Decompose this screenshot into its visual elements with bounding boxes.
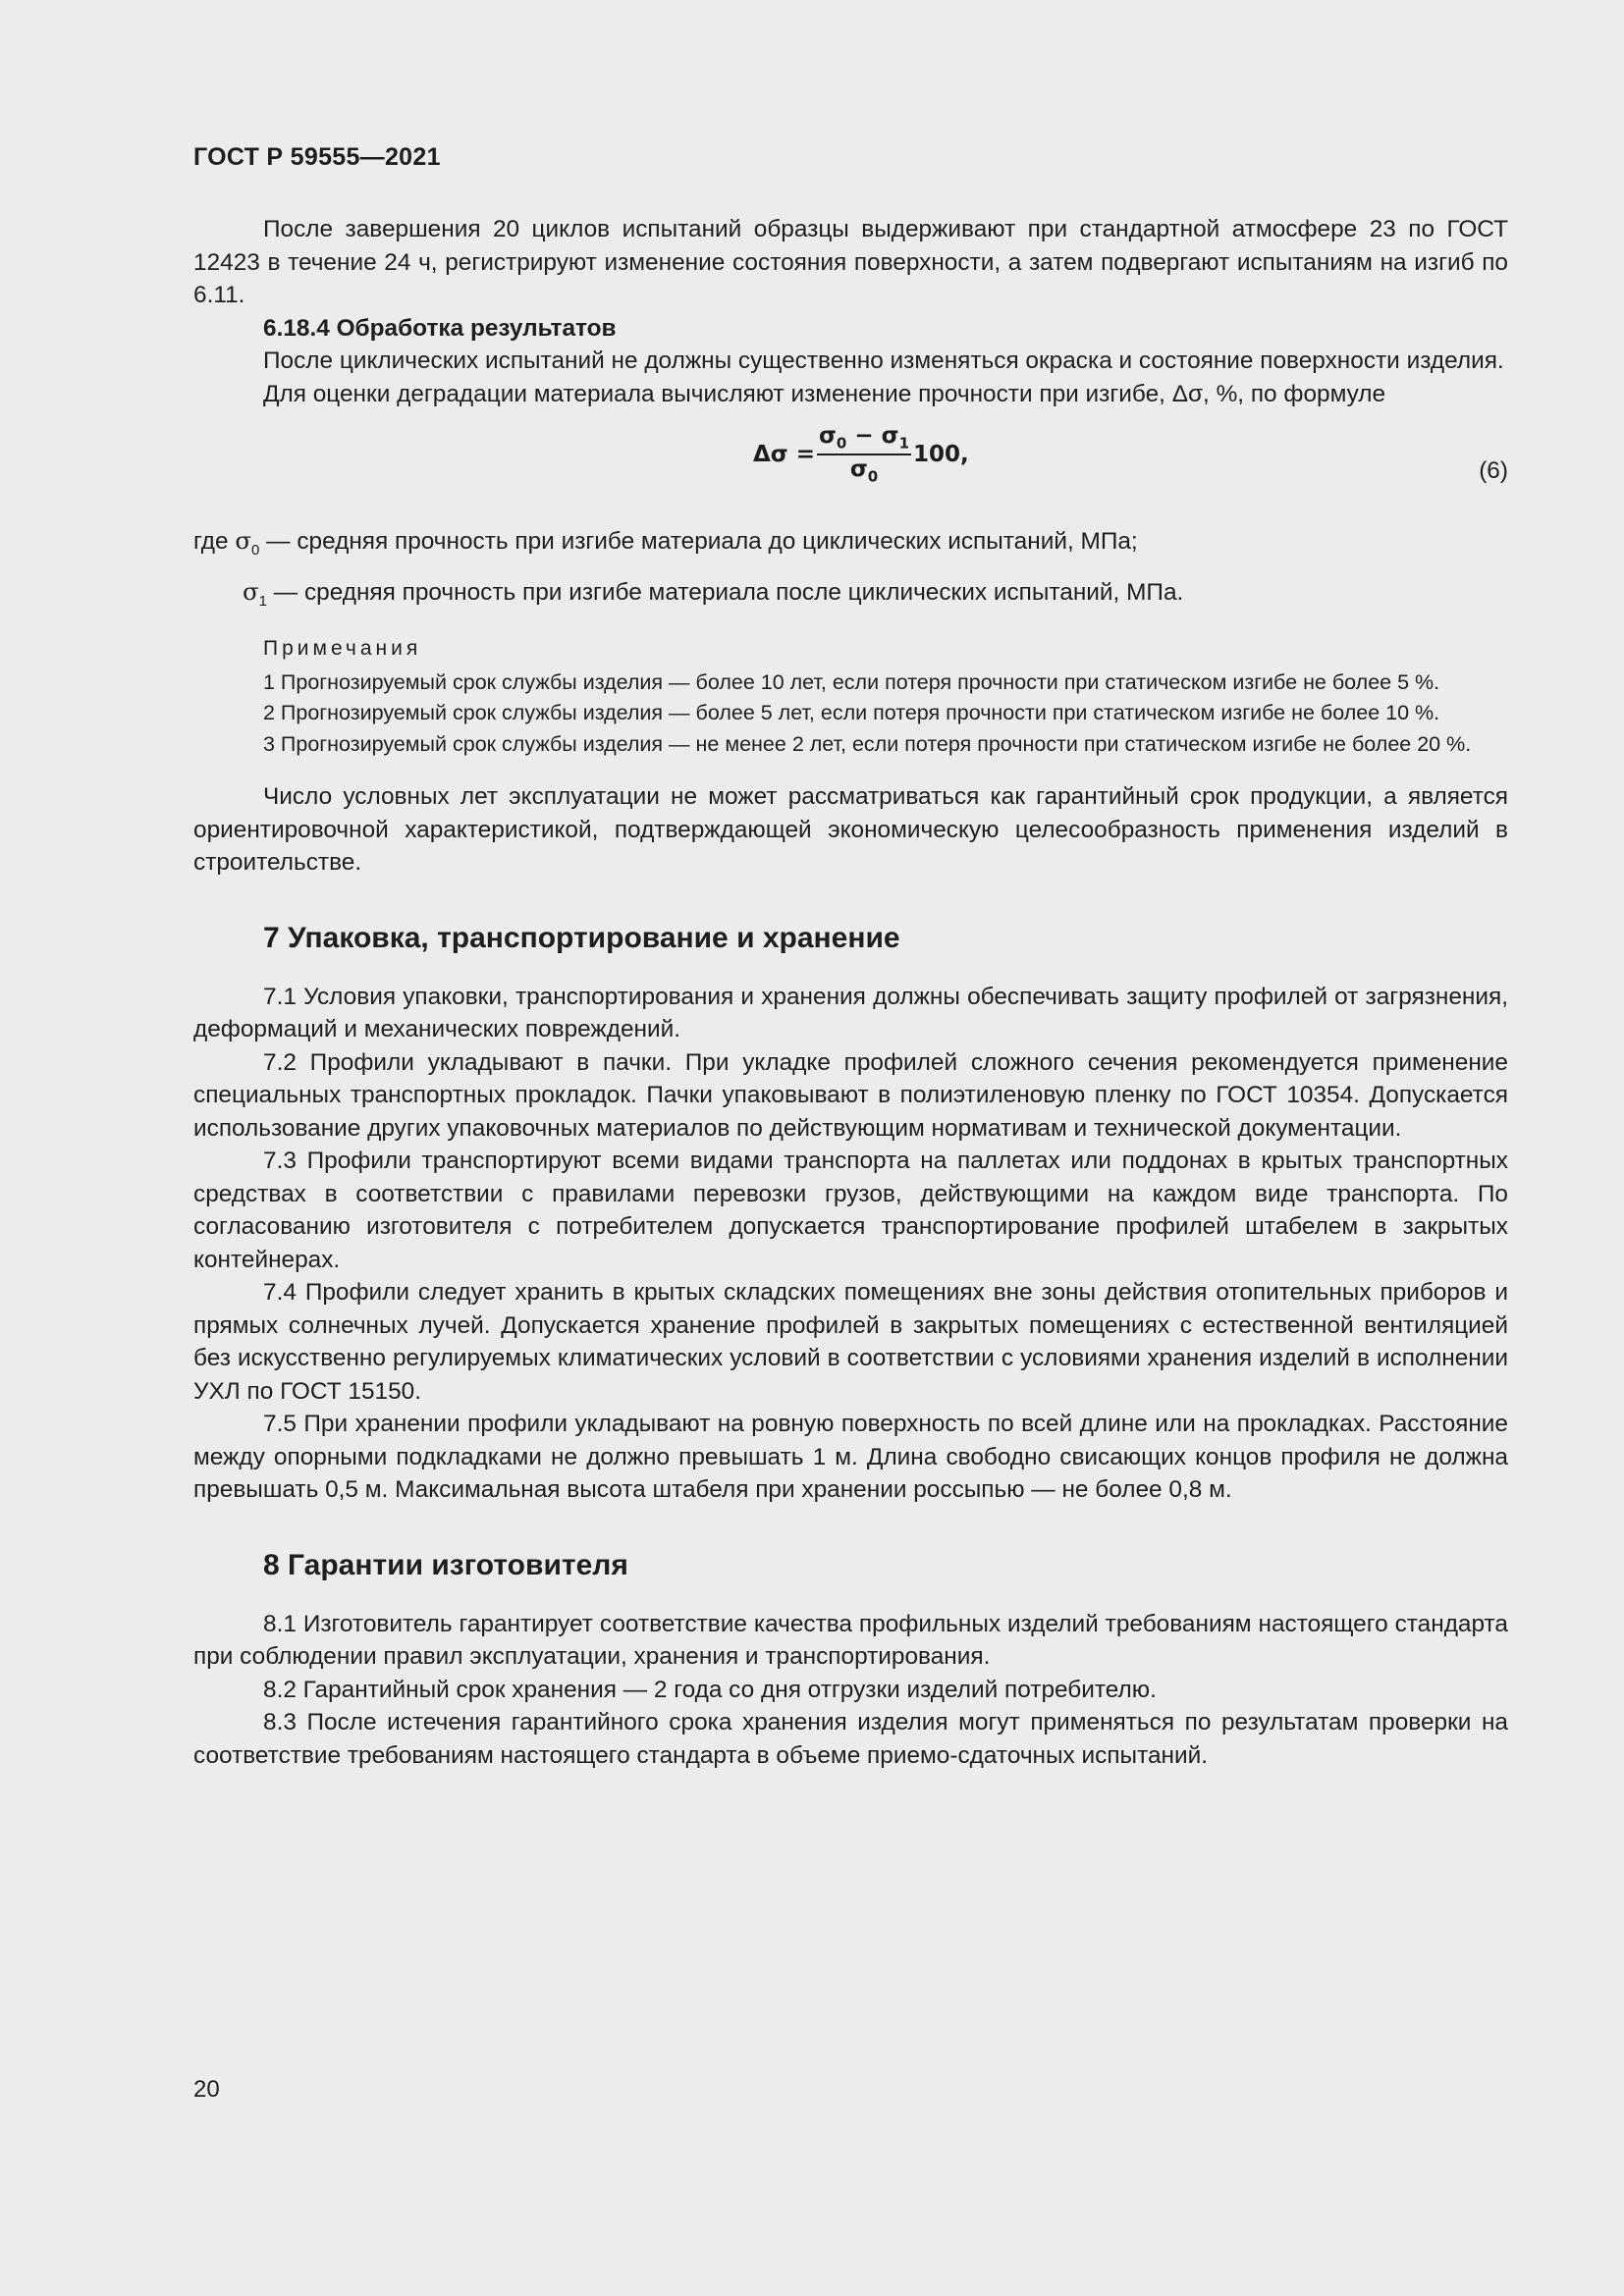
- where-line-1: [193, 524, 1508, 566]
- document-header: ГОСТ Р 59555—2021: [193, 143, 441, 171]
- formula-sub1: 1: [898, 435, 910, 453]
- formula-tail: 100,: [913, 442, 969, 467]
- note-item: 3 Прогнозируемый срок службы изделия — не менее 2 лет, если потеря прочности при статическом изгибе не более 20 %.: [263, 731, 1472, 756]
- formula-minus: −: [846, 423, 882, 450]
- where-text-2: — средняя прочность при изгибе материала после циклических испытаний, МПа.: [267, 579, 1184, 607]
- paragraph-7-3: 7.3 Профили транспортируют всеми видами транспорта на паллетах или поддонах в крытых транспортных средствах в соответствии с правилами перевозки грузов, действующими на каждом виде транспорта. По согласованию изготовителя с потребителем допускается транспортирование профилей штабелем в закрытых контейнерах.: [193, 1148, 1508, 1273]
- paragraph-8-1: 8.1 Изготовитель гарантирует соответствие качества профильных изделий требованиям настоящего стандарта при соблюдении правил эксплуатации, хранения и транспортирования.: [193, 1610, 1508, 1671]
- where-line-2: [193, 575, 1508, 617]
- paragraph-8-2: 8.2 Гарантийный срок хранения — 2 года со дня отгрузки изделий потребителю.: [263, 1676, 1157, 1703]
- where-text-1: — средняя прочность при изгибе материала до циклических испытаний, МПа;: [259, 528, 1138, 555]
- document-page: [193, 145, 1508, 1772]
- paragraph-7-4: 7.4 Профили следует хранить в крытых складских помещениях вне зоны действия отопительных приборов и прямых солнечных лучей. Допускается хранение профилей в закрытых помещениях с естественной вентиляцией без искусственно регулируемых климатических условий в соответствии с условиями хранения изделий в исполнении УХЛ по ГОСТ 15150.: [193, 1279, 1508, 1405]
- formula-numerator: [817, 423, 911, 455]
- formula-fraction: [817, 423, 911, 485]
- formula-sigma0: σ: [819, 423, 837, 450]
- paragraph-8-3: 8.3 После истечения гарантийного срока хранения изделия могут применяться по результатам проверки на соответствие требованиям настоящего стандарта в объеме приемо-сдаточных испытаний.: [193, 1709, 1508, 1769]
- formula-6: [753, 416, 969, 493]
- section-7-title: 7 Упаковка, транспортирование и хранение: [263, 921, 900, 954]
- note-item: 2 Прогнозируемый срок службы изделия — более 5 лет, если потеря прочности при статическом изгибе не более 10 %.: [263, 701, 1440, 725]
- note-item: 1 Прогнозируемый срок службы изделия — более 10 лет, если потеря прочности при статическом изгибе не более 5 %.: [263, 669, 1440, 694]
- formula-sigma1: σ: [881, 423, 899, 450]
- formula-sub0: 0: [836, 435, 847, 453]
- equation-number: (6): [1479, 457, 1508, 484]
- page-number: 20: [193, 2076, 220, 2103]
- where-sigma0: σ: [235, 526, 252, 555]
- paragraph-color: После циклических испытаний не должны существенно изменяться окраска и состояние поверхности изделия.: [263, 347, 1504, 374]
- section-8-title: 8 Гарантии изготовителя: [263, 1548, 628, 1581]
- formula-denominator: [850, 455, 878, 486]
- formula-den-sub: 0: [867, 467, 879, 486]
- where-sigma0-sub: 0: [251, 541, 260, 559]
- paragraph-years: Число условных лет эксплуатации не может рассматриваться как гарантийный срок продукции, а является ориентировочной характеристикой, подтверждающей экономическую целесообразность применения изделий в строительстве.: [193, 783, 1508, 877]
- where-sigma1-sub: 1: [258, 593, 267, 611]
- subsection-6-18-4-heading: 6.18.4 Обработка результатов: [263, 314, 617, 342]
- formula-den-sigma: σ: [849, 456, 868, 482]
- paragraph-7-1: 7.1 Условия упаковки, транспортирования и хранения должны обеспечивать защиту профилей от загрязнения, деформаций и механических повреждений.: [193, 983, 1508, 1043]
- paragraph-degradation: Для оценки деградации материала вычисляют изменение прочности при изгибе, Δσ, %, по формуле: [263, 380, 1386, 407]
- formula-block: [193, 416, 1508, 507]
- where-prefix: где: [193, 528, 236, 555]
- notes-title: Примечания: [263, 636, 422, 660]
- paragraph-7-5: 7.5 При хранении профили укладывают на ровную поверхность по всей длине или на прокладках. Расстояние между опорными подкладками не должно превышать 1 м. Длина свободно свисающих концов профиля не должна превышать 0,5 м. Максимальная высота штабеля при хранении россыпью — не более 0,8 м.: [193, 1411, 1508, 1504]
- paragraph-7-2: 7.2 Профили укладывают в пачки. При укладке профилей сложного сечения рекомендуется применение специальных транспортных прокладок. Пачки упаковывают в полиэтиленовую пленку по ГОСТ 10354. Допускается использование других упаковочных материалов по действующим нормативам и технической документации.: [193, 1048, 1508, 1142]
- paragraph-intro: После завершения 20 циклов испытаний образцы выдерживают при стандартной атмосфере 23 по ГОСТ 12423 в течение 24 ч, регистрируют изменение состояния поверхности, а затем подвергают испытаниям на изгиб по 6.11.: [193, 216, 1508, 308]
- formula-lhs: Δσ =: [753, 442, 815, 467]
- where-sigma1: σ: [243, 577, 259, 607]
